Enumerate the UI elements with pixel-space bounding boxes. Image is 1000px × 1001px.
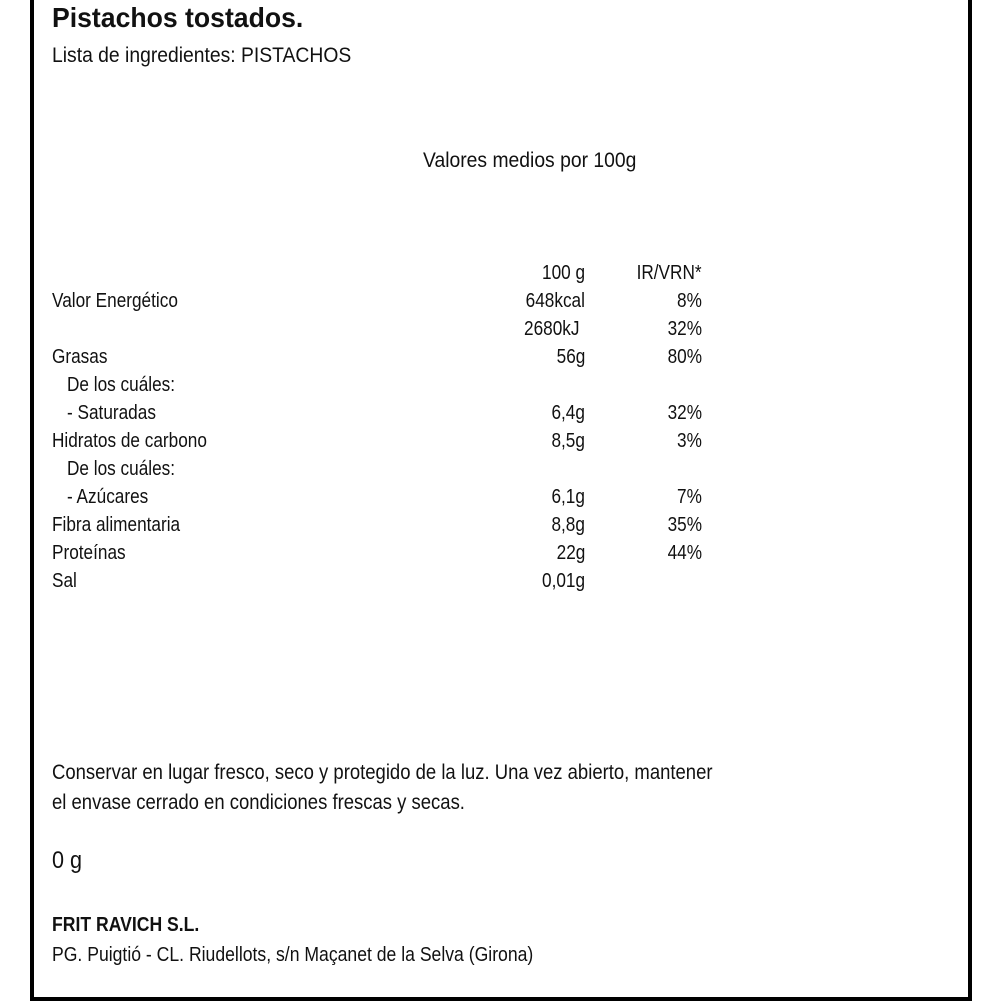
nutrient-ri: 3%	[677, 430, 702, 452]
table-row	[34, 570, 968, 598]
nutrient-name: Sal	[52, 570, 77, 592]
nutrient-ri: 32%	[667, 318, 702, 340]
nutrient-amount: 56g	[556, 346, 585, 368]
nutrient-amount: 0,01g	[541, 570, 585, 592]
nutrient-name: - Azúcares	[67, 486, 149, 508]
nutrient-amount: 648kcal	[525, 290, 585, 312]
nutrient-amount: 6,1g	[551, 486, 585, 508]
nutrient-ri: 8%	[677, 290, 702, 312]
nutrient-amount: 8,8g	[551, 514, 585, 536]
nutrient-name: Proteínas	[52, 542, 126, 564]
nutrient-name: Fibra alimentaria	[52, 514, 181, 536]
column-header-amount: 100 g	[541, 262, 585, 284]
nutrient-amount: 8,5g	[551, 430, 585, 452]
table-row	[34, 374, 968, 402]
nutrient-ri: 44%	[667, 542, 702, 564]
nutrient-ri: 7%	[677, 486, 702, 508]
table-row	[34, 318, 968, 346]
nutrition-header-row	[34, 262, 968, 290]
ingredients-list: Lista de ingredientes: PISTACHOS	[52, 44, 352, 67]
table-row	[34, 458, 968, 486]
table-row	[34, 542, 968, 570]
table-row	[34, 346, 968, 374]
table-row	[34, 290, 968, 318]
table-row	[34, 486, 968, 514]
nutrition-heading: Valores medios por 100g	[423, 149, 637, 172]
column-header-ri: IR/VRN*	[637, 262, 702, 284]
nutrient-amount: 2680kJ	[523, 318, 579, 340]
nutrient-amount: 6,4g	[551, 402, 585, 424]
nutrient-name: Hidratos de carbono	[52, 430, 207, 452]
manufacturer-address: PG. Puigtió - CL. Riudellots, s/n Maçanet de la Selva (Girona)	[52, 944, 534, 966]
nutrient-ri: 32%	[667, 402, 702, 424]
product-title: Pistachos tostados.	[52, 2, 304, 33]
storage-instructions: Conservar en lugar fresco, seco y protegido de la luz. Una vez abierto, mantener el envase cerrado en condiciones frescas y secas.	[52, 761, 713, 814]
table-row	[34, 402, 968, 430]
nutrient-subheading: De los cuáles:	[67, 458, 176, 480]
table-row	[34, 430, 968, 458]
net-weight: 0 g	[52, 847, 83, 874]
nutrient-ri: 80%	[667, 346, 702, 368]
nutrient-name: Grasas	[52, 346, 108, 368]
nutrient-name: Valor Energético	[52, 290, 178, 312]
nutrient-ri: 35%	[667, 514, 702, 536]
manufacturer-name: FRIT RAVICH S.L.	[52, 914, 200, 936]
nutrient-name: - Saturadas	[67, 402, 156, 424]
nutrient-subheading: De los cuáles:	[67, 374, 176, 396]
nutrient-amount: 22g	[556, 542, 585, 564]
product-label	[30, 0, 972, 1001]
table-row	[34, 514, 968, 542]
